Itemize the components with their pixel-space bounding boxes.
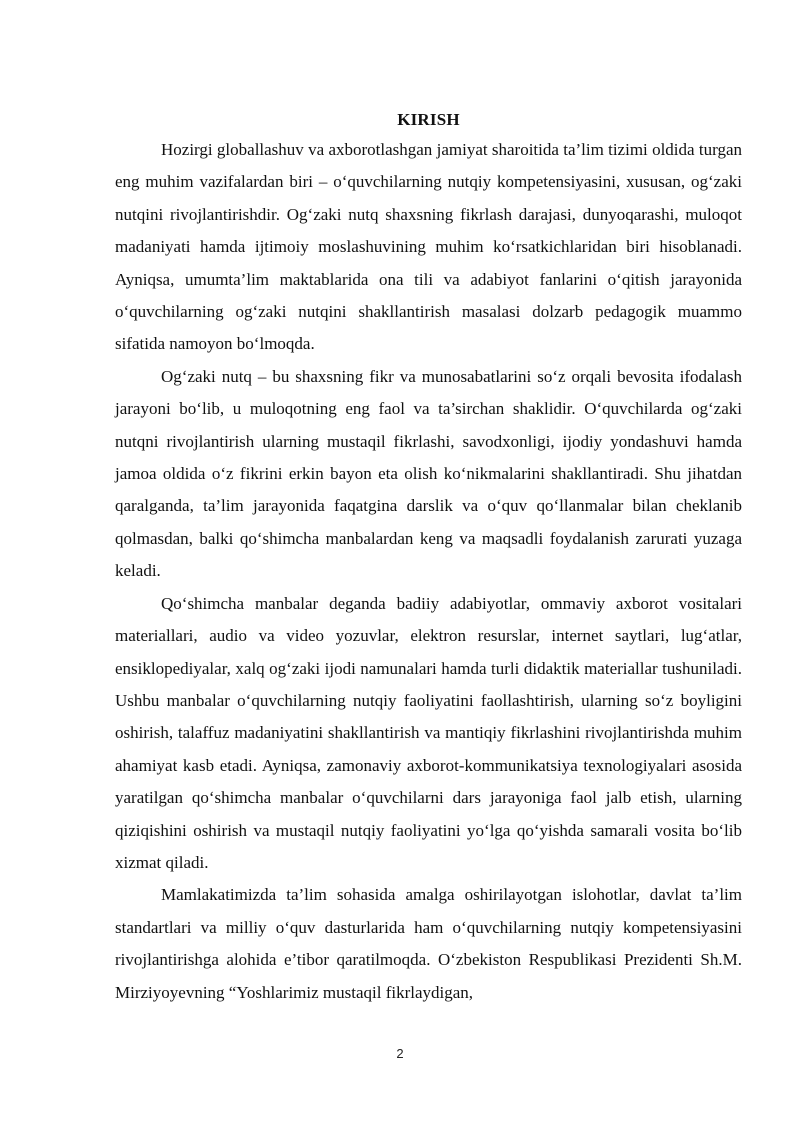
paragraph-3: Qo‘shimcha manbalar deganda badiiy adabiyotlar, ommaviy axborot vositalari materiallari, audio va video yozuvlar, elektron resurslar, internet saytlari, lug‘atlar, ensiklopediyalar, xalq og‘zaki ijodi namunalari hamda turli didaktik materiallar tushuniladi. Ushbu manbalar o‘quvchilarning nutqiy faoliyatini faollashtirish, ularning so‘z boyligini oshirish, talaffuz madaniyatini shakllantirish va mantiqiy fikrlashini rivojlantirishda muhim ahamiyat kasb etadi. Ayniqsa, zamonaviy axborot-kommunikatsiya texnologiyalari asosida yaratilgan qo‘shimcha manbalar o‘quvchilarni dars jarayoniga faol jalb etish, ularning qiziqishini oshirish va mustaqil nutqiy faoliyatini yo‘lga qo‘yishda samarali vosita bo‘lib xizmat qiladi.: [115, 593, 742, 872]
paragraph-2: Og‘zaki nutq – bu shaxsning fikr va munosabatlarini so‘z orqali bevosita ifodalash jarayoni bo‘lib, u muloqotning eng faol va ta’sirchan shaklidir. O‘quvchilarda og‘zaki nutqni rivojlantirish ularning mustaqil fikrlashi, savodxonligi, ijodiy yondashuvi hamda jamoa oldida o‘z fikrini erkin bayon eta olish ko‘nikmalarini shakllantiradi. Shu jihatdan qaralganda, ta’lim jarayonida faqatgina darslik va o‘quv qo‘llanmalar bilan cheklanib qolmasdan, balki qo‘shimcha manbalardan keng va maqsadli foydalanish zarurati yuzaga keladi.: [115, 366, 742, 581]
page-content: [115, 108, 742, 1009]
paragraph-1: Hozirgi globallashuv va axborotlashgan jamiyat sharoitida ta’lim tizimi oldida turgan eng muhim vazifalardan biri – o‘quvchilarning nutqiy kompetensiyasini, xususan, og‘zaki nutqini rivojlantirishdir. Og‘zaki nutq shaxsning fikrlash darajasi, dunyoqarashi, muloqot madaniyati hamda ijtimoiy moslashuvining muhim ko‘rsatkichlaridan biri hisoblanadi. Ayniqsa, umumta’lim maktablarida ona tili va adabiyot fanlarini o‘qitish jarayonida o‘quvchilarning og‘zaki nutqini shakllantirish masalasi dolzarb pedagogik muammo sifatida namoyon bo‘lmoqda.: [115, 140, 742, 354]
section-heading: KIRISH: [397, 110, 460, 129]
paragraph-4: Mamlakatimizda ta’lim sohasida amalga oshirilayotgan islohotlar, davlat ta’lim standartlari va milliy o‘quv dasturlarida ham o‘quvchilarning nutqiy kompetensiyasini rivojlantirishga alohida e’tibor qaratilmoqda. O‘zbekiston Respublikasi Prezidenti Sh.M. Mirziyoyevning “Yoshlarimiz mustaqil fikrlaydigan,: [115, 885, 742, 1002]
page-number: 2: [396, 1046, 404, 1061]
